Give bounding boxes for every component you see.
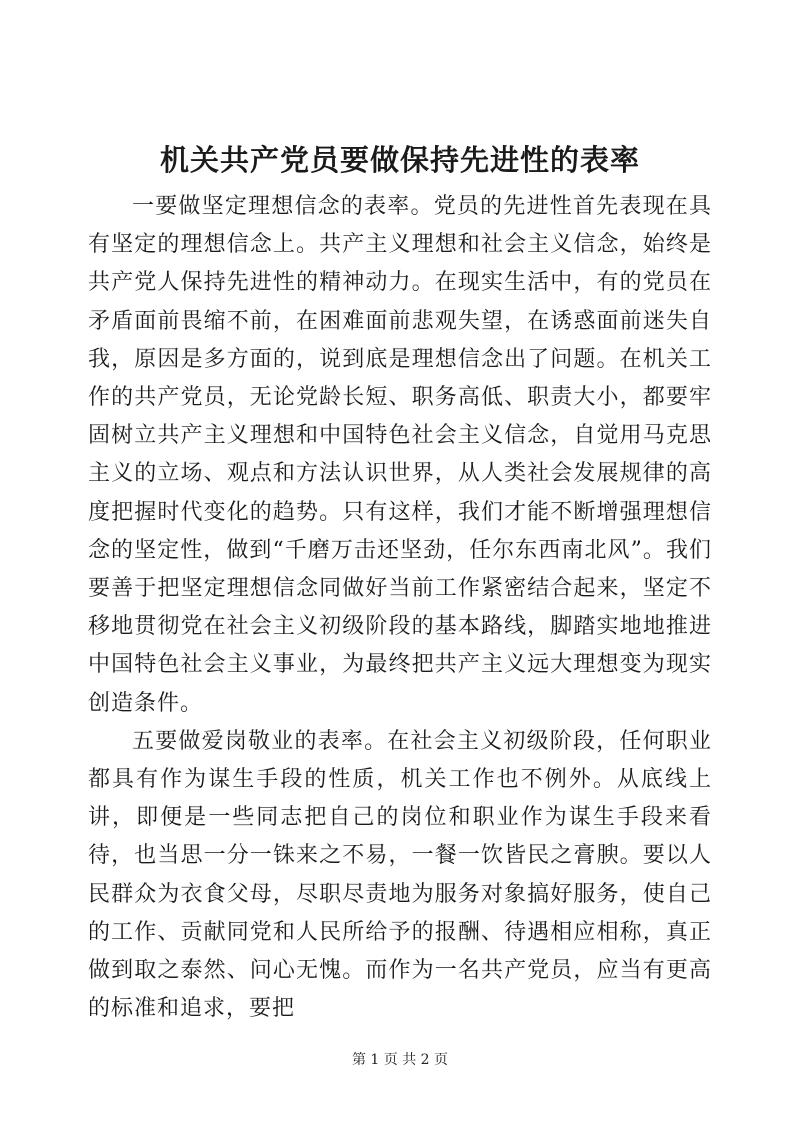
document-body <box>88 188 712 1028</box>
page-footer: 第 1 页 共 2 页 <box>351 1052 449 1068</box>
paragraph-2: 五要做爱岗敬业的表率。在社会主义初级阶段，任何职业都具有作为谋生手段的性质，机关工作也不例外。从底线上讲，即便是一些同志把自己的岗位和职业作为谋生手段来看待，也当思一分一铢来之不易，一餐一饮皆民之膏腴。要以人民群众为衣食父母，尽职尽责地为服务对象搞好服务，使自己的工作、贡献同党和人民所给予的报酬、待遇相应相称，真正做到取之泰然、问心无愧。而作为一名共产党员，应当有更高的标准和追求，要把 <box>88 728 712 1022</box>
paragraph-1: 一要做坚定理想信念的表率。党员的先进性首先表现在具有坚定的理想信念上。共产主义理想和社会主义信念，始终是共产党人保持先进性的精神动力。在现实生活中，有的党员在矛盾面前畏缩不前，在困难面前悲观失望，在诱惑面前迷失自我，原因是多方面的，说到底是理想信念出了问题。在机关工作的共产党员，无论党龄长短、职务高低、职责大小，都要牢固树立共产主义理想和中国特色社会主义信念，自觉用马克思主义的立场、观点和方法认识世界，从人类社会发展规律的高度把握时代变化的趋势。只有这样，我们才能不断增强理想信念的坚定性，做到“千磨万击还坚劲，任尔东西南北风”。我们要善于把坚定理想信念同做好当前工作紧密结合起来，坚定不移地贯彻党在社会主义初级阶段的基本路线，脚踏实地地推进中国特色社会主义事业，为最终把共产主义远大理想变为现实创造条件。 <box>88 194 712 716</box>
document-title: 机关共产党员要做保持先进性的表率 <box>159 143 640 177</box>
